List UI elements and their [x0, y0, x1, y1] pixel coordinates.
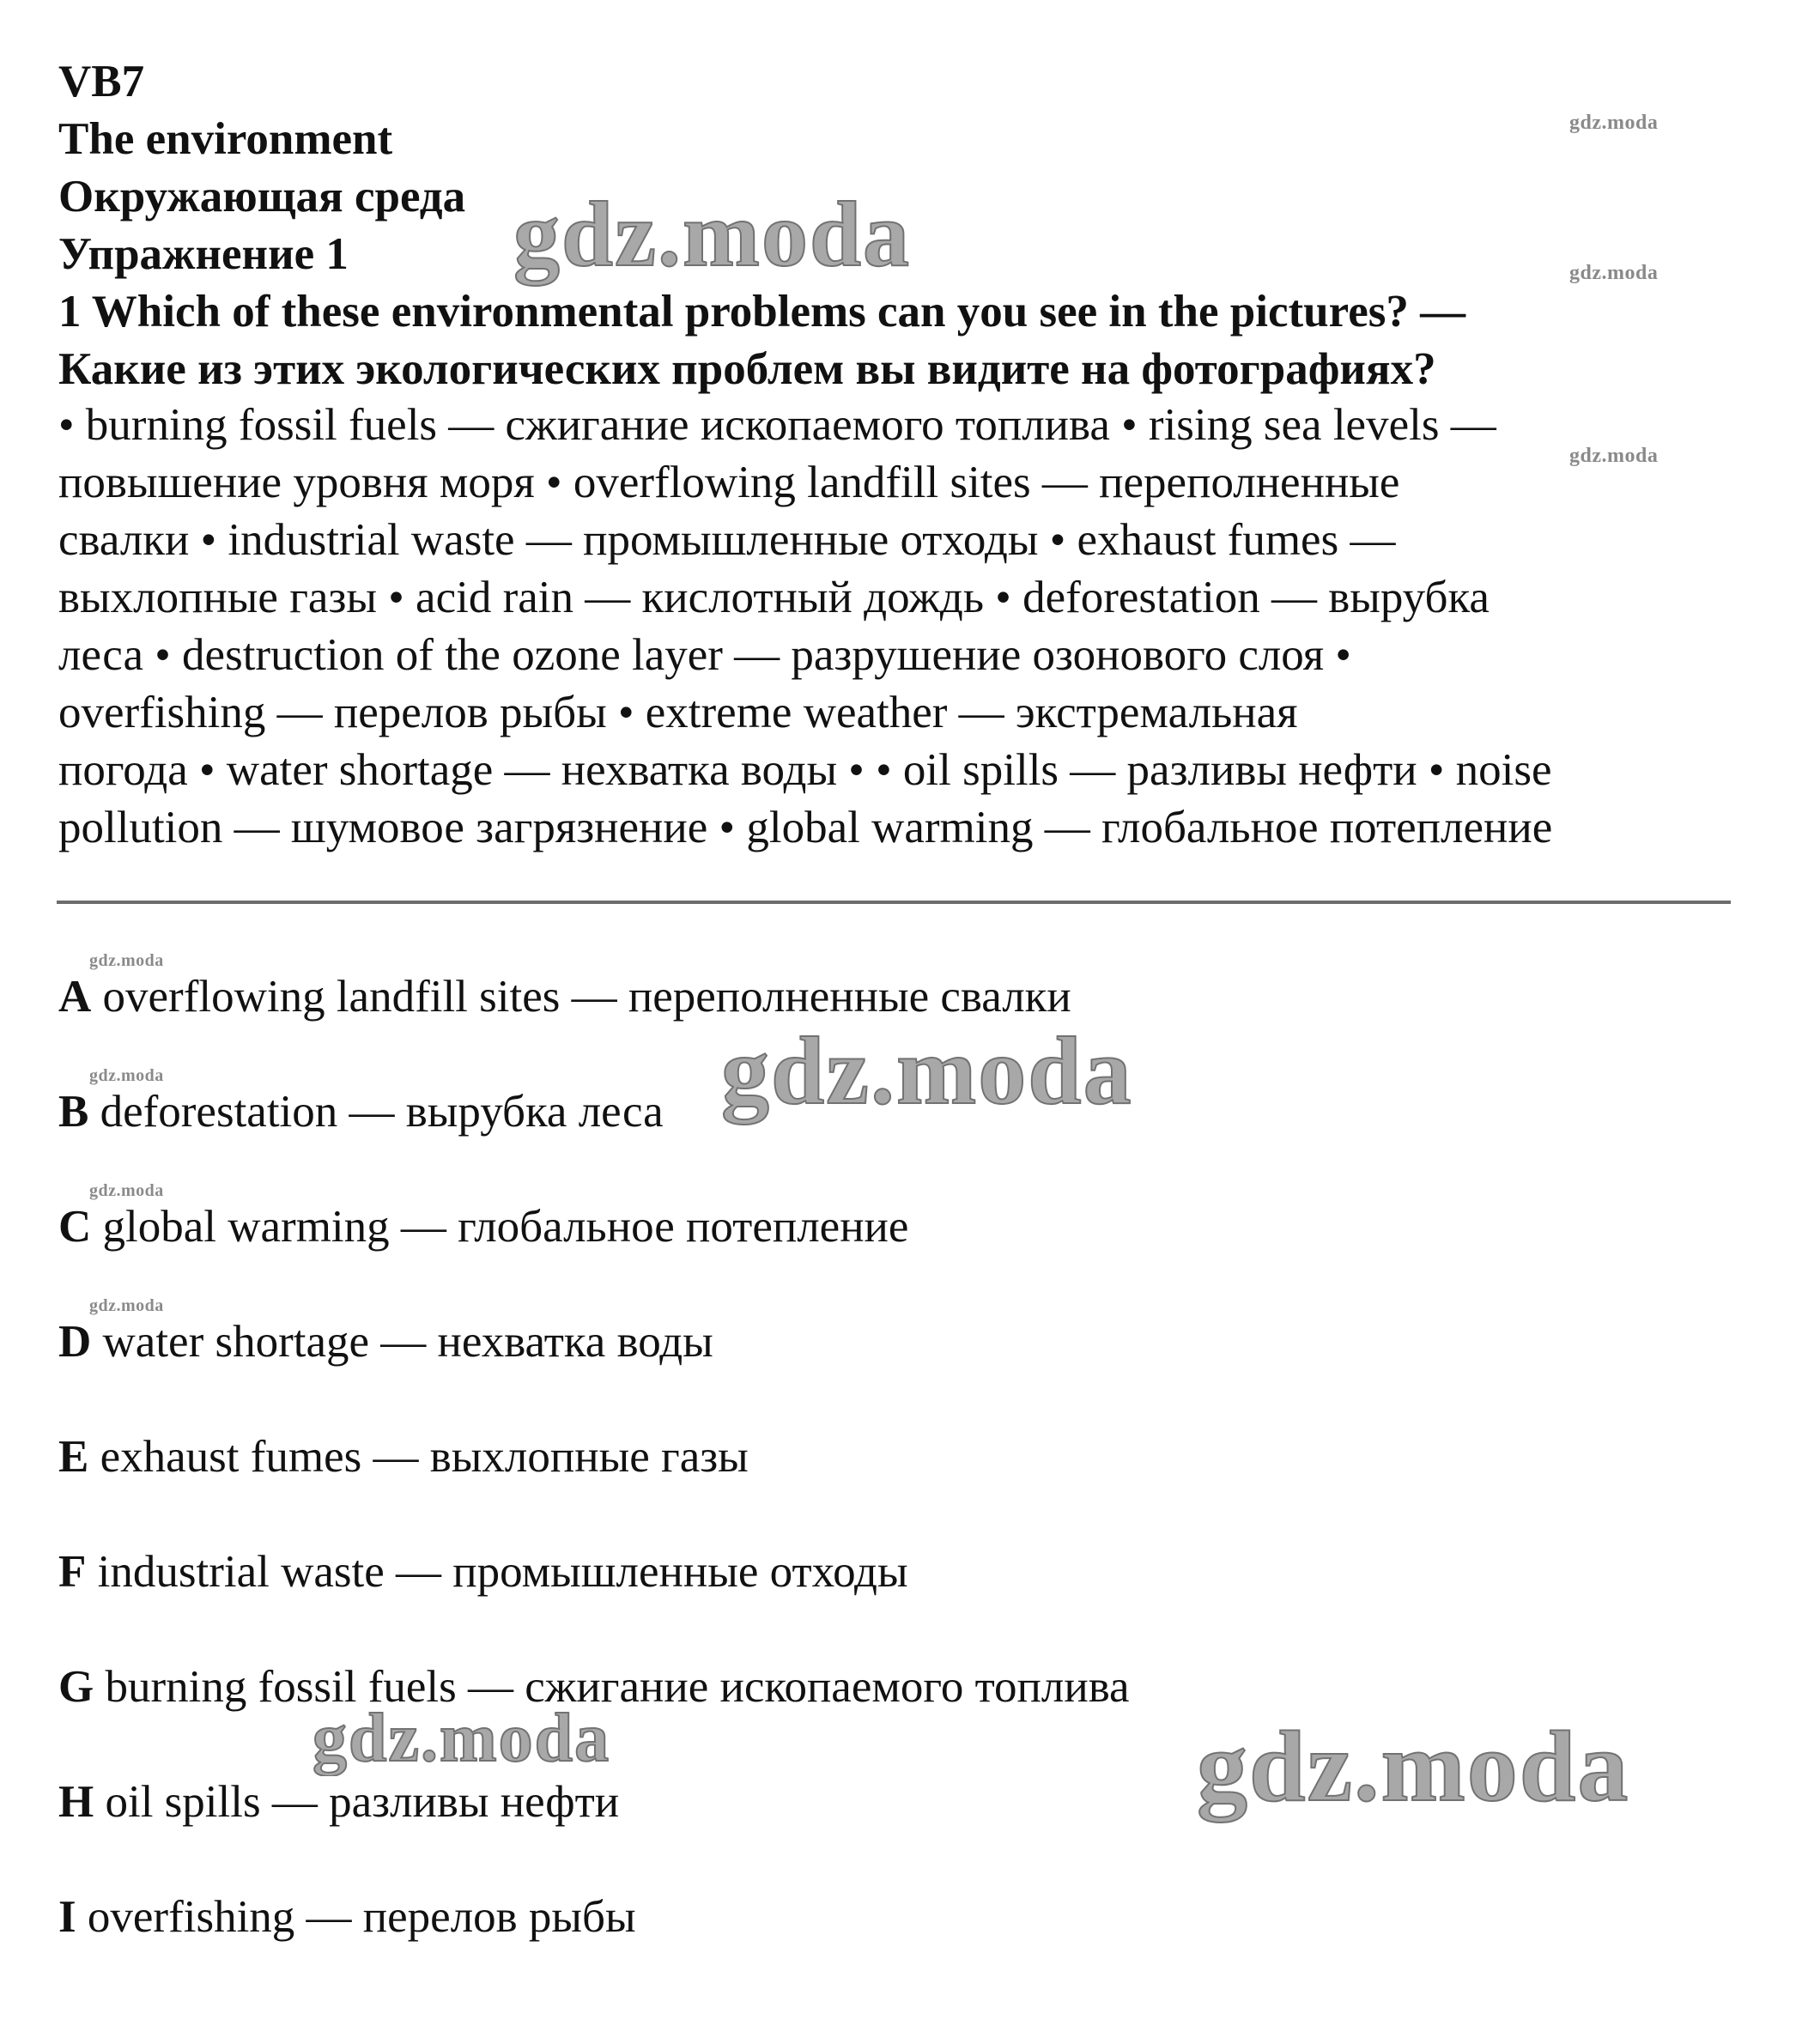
watermark-small: gdz.moda [89, 951, 164, 970]
answer-text: exhaust fumes — выхлопные газы [88, 1432, 749, 1482]
watermark-small: gdz.moda [1569, 445, 1659, 467]
watermark-small: gdz.moda [1569, 112, 1659, 134]
exercise-label: Упражнение 1 [58, 229, 349, 279]
answer-letter: A [58, 972, 92, 1022]
watermark-small: gdz.moda [1569, 262, 1659, 284]
question-russian: Какие из этих экологических проблем вы видите на фотографиях? [58, 344, 1436, 394]
answer-item-b [58, 1083, 664, 1141]
vocabulary-line: леса • destruction of the ozone layer — разрушение озонового слоя • [58, 630, 1351, 680]
watermark-large: gdz.moda [312, 1701, 611, 1776]
watermark-small: gdz.moda [89, 1296, 164, 1315]
answer-letter: B [58, 1087, 89, 1137]
question-english: 1 Which of these environmental problems can you see in the pictures? — [58, 287, 1466, 337]
watermark-large: gdz.moda [721, 1018, 1133, 1125]
answer-text: global warming — глобальное потепление [91, 1202, 909, 1252]
answer-text: overflowing landfill sites — переполненные свалки [91, 972, 1071, 1022]
answer-letter: D [58, 1317, 92, 1367]
answer-item-c [58, 1198, 908, 1256]
answer-letter: C [58, 1202, 92, 1252]
answer-letter: G [58, 1662, 94, 1712]
vocabulary-line: повышение уровня моря • overflowing landfill sites — переполненные [58, 458, 1400, 507]
watermark-large: gdz.moda [513, 184, 912, 286]
answer-text: industrial waste — промышленные отходы [86, 1547, 908, 1597]
vocabulary-line: pollution — шумовое загрязнение • global warming — глобальное потепление [58, 803, 1553, 852]
vocabulary-line: overfishing — перелов рыбы • extreme weather — экстремальная [58, 688, 1298, 737]
answer-letter: I [58, 1892, 76, 1942]
section-divider [57, 901, 1731, 904]
answer-item-i [58, 1889, 636, 1946]
answer-text: deforestation — вырубка леса [88, 1087, 664, 1137]
watermark-large: gdz.moda [1197, 1710, 1630, 1823]
vocabulary-list [58, 397, 1741, 857]
vocabulary-line: • burning fossil fuels — сжигание ископаемого топлива • rising sea levels — [58, 400, 1496, 450]
answer-letter: H [58, 1777, 94, 1827]
answer-text: burning fossil fuels — сжигание ископаемого топлива [94, 1662, 1130, 1712]
answer-item-f [58, 1544, 908, 1601]
answer-letter: F [58, 1547, 87, 1597]
title-russian: Окружающая среда [58, 172, 466, 221]
answer-item-d [58, 1313, 713, 1371]
answer-text: water shortage — нехватка воды [91, 1317, 713, 1367]
watermark-small: gdz.moda [89, 1181, 164, 1200]
answer-text: oil spills — разливы нефти [94, 1777, 620, 1827]
unit-code: VB7 [58, 57, 145, 106]
watermark-small: gdz.moda [89, 1066, 164, 1085]
answer-text: overfishing — перелов рыбы [76, 1892, 636, 1942]
answer-item-h [58, 1774, 619, 1831]
answer-item-e [58, 1428, 749, 1486]
vocabulary-line: погода • water shortage — нехватка воды • • oil spills — разливы нефти • noise [58, 745, 1552, 795]
vocabulary-line: выхлопные газы • acid rain — кислотный дождь • deforestation — вырубка [58, 573, 1490, 622]
title-english: The environment [58, 114, 393, 164]
vocabulary-line: свалки • industrial waste — промышленные отходы • exhaust fumes — [58, 515, 1396, 565]
answer-letter: E [58, 1432, 89, 1482]
